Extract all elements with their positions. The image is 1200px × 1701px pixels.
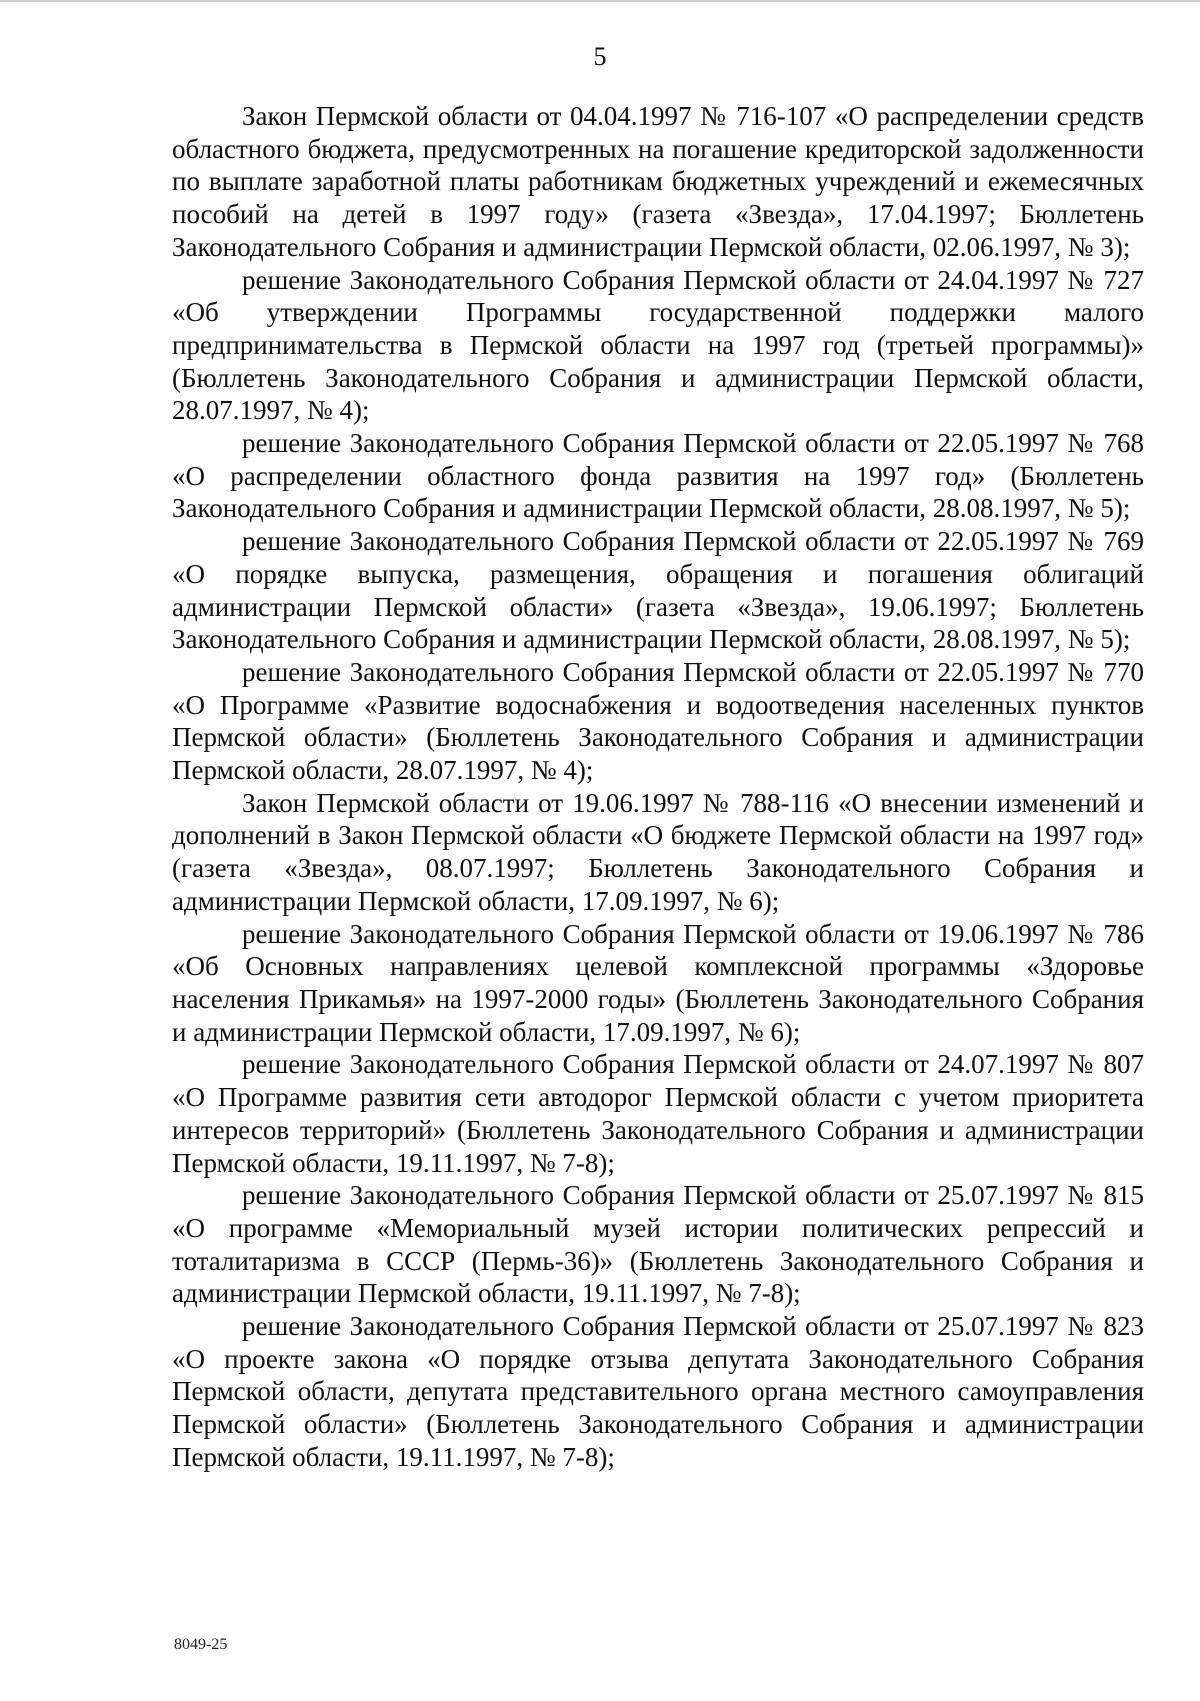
- paragraph-law-716-107: Закон Пермской области от 04.04.1997 № 716-107 «О распределении средств областного бюджета, предусмотренных на погашение кредиторской задолженности по выплате заработной платы работникам бюджетных учреждений и ежемесячных пособий на детей в 1997 году» (газета «Звезда», 17.04.1997; Бюллетень Законодательного Собрания и администрации Пермской области, 02.06.1997, № 3);: [172, 101, 1144, 262]
- paragraph-decision-769: решение Законодательного Собрания Пермской области от 22.05.1997 № 769 «О порядке выпуска, размещения, обращения и погашения облигаций администрации Пермской области» (газета «Звезда», 19.06.1997; Бюллетень Законодательного Собрания и администрации Пермской области, 28.08.1997, № 5);: [172, 526, 1144, 655]
- paragraph-decision-770: решение Законодательного Собрания Пермской области от 22.05.1997 № 770 «О Программе «Развитие водоснабжения и водоотведения населенных пунктов Пермской области» (Бюллетень Законодательного Собрания и администрации Пермской области, 28.07.1997, № 4);: [172, 656, 1144, 786]
- paragraph-decision-727: решение Законодательного Собрания Пермской области от 24.04.1997 № 727 «Об утверждении Программы государственной поддержки малого предпринимательства в Пермской области на 1997 год (третьей программы)» (Бюллетень Законодательного Собрания и администрации Пермской области, 28.07.1997, № 4);: [172, 264, 1144, 426]
- scan-edge: [0, 0, 1200, 2]
- document-code: 8049-25: [174, 1636, 228, 1653]
- paragraph-decision-823: решение Законодательного Собрания Пермской области от 25.07.1997 № 823 «О проекте закона «О порядке отзыва депутата Законодательного Собрания Пермской области, депутата представительного органа местного самоуправления Пермской области» (Бюллетень Законодательного Собрания и администрации Пермской области, 19.11.1997, № 7-8);: [172, 1311, 1144, 1472]
- paragraph-decision-768: решение Законодательного Собрания Пермской области от 22.05.1997 № 768 «О распределении областного фонда развития на 1997 год» (Бюллетень Законодательного Собрания и администрации Пермской области, 28.08.1997, № 5);: [172, 428, 1144, 524]
- page-number: 5: [593, 42, 607, 71]
- paragraph-decision-815: решение Законодательного Собрания Пермской области от 25.07.1997 № 815 «О программе «Мемориальный музей истории политических репрессий и тоталитаризма в СССР (Пермь-36)» (Бюллетень Законодательного Собрания и администрации Пермской области, 19.11.1997, № 7-8);: [172, 1180, 1144, 1309]
- document-body: [172, 100, 1144, 1474]
- paragraph-law-788-116: Закон Пермской области от 19.06.1997 № 788-116 «О внесении изменений и дополнений в Закон Пермской области «О бюджете Пермской области на 1997 год» (газета «Звезда», 08.07.1997; Бюллетень Законодательного Собрания и администрации Пермской области, 17.09.1997, № 6);: [172, 787, 1144, 916]
- paragraph-decision-807: решение Законодательного Собрания Пермской области от 24.07.1997 № 807 «О Программе развития сети автодорог Пермской области с учетом приоритета интересов территорий» (Бюллетень Законодательного Собрания и администрации Пермской области, 19.11.1997, № 7-8);: [172, 1049, 1144, 1178]
- paragraph-decision-786: решение Законодательного Собрания Пермской области от 19.06.1997 № 786 «Об Основных направлениях целевой комплексной программы «Здоровье населения Прикамья» на 1997-2000 годы» (Бюллетень Законодательного Собрания и администрации Пермской области, 17.09.1997, № 6);: [172, 918, 1144, 1047]
